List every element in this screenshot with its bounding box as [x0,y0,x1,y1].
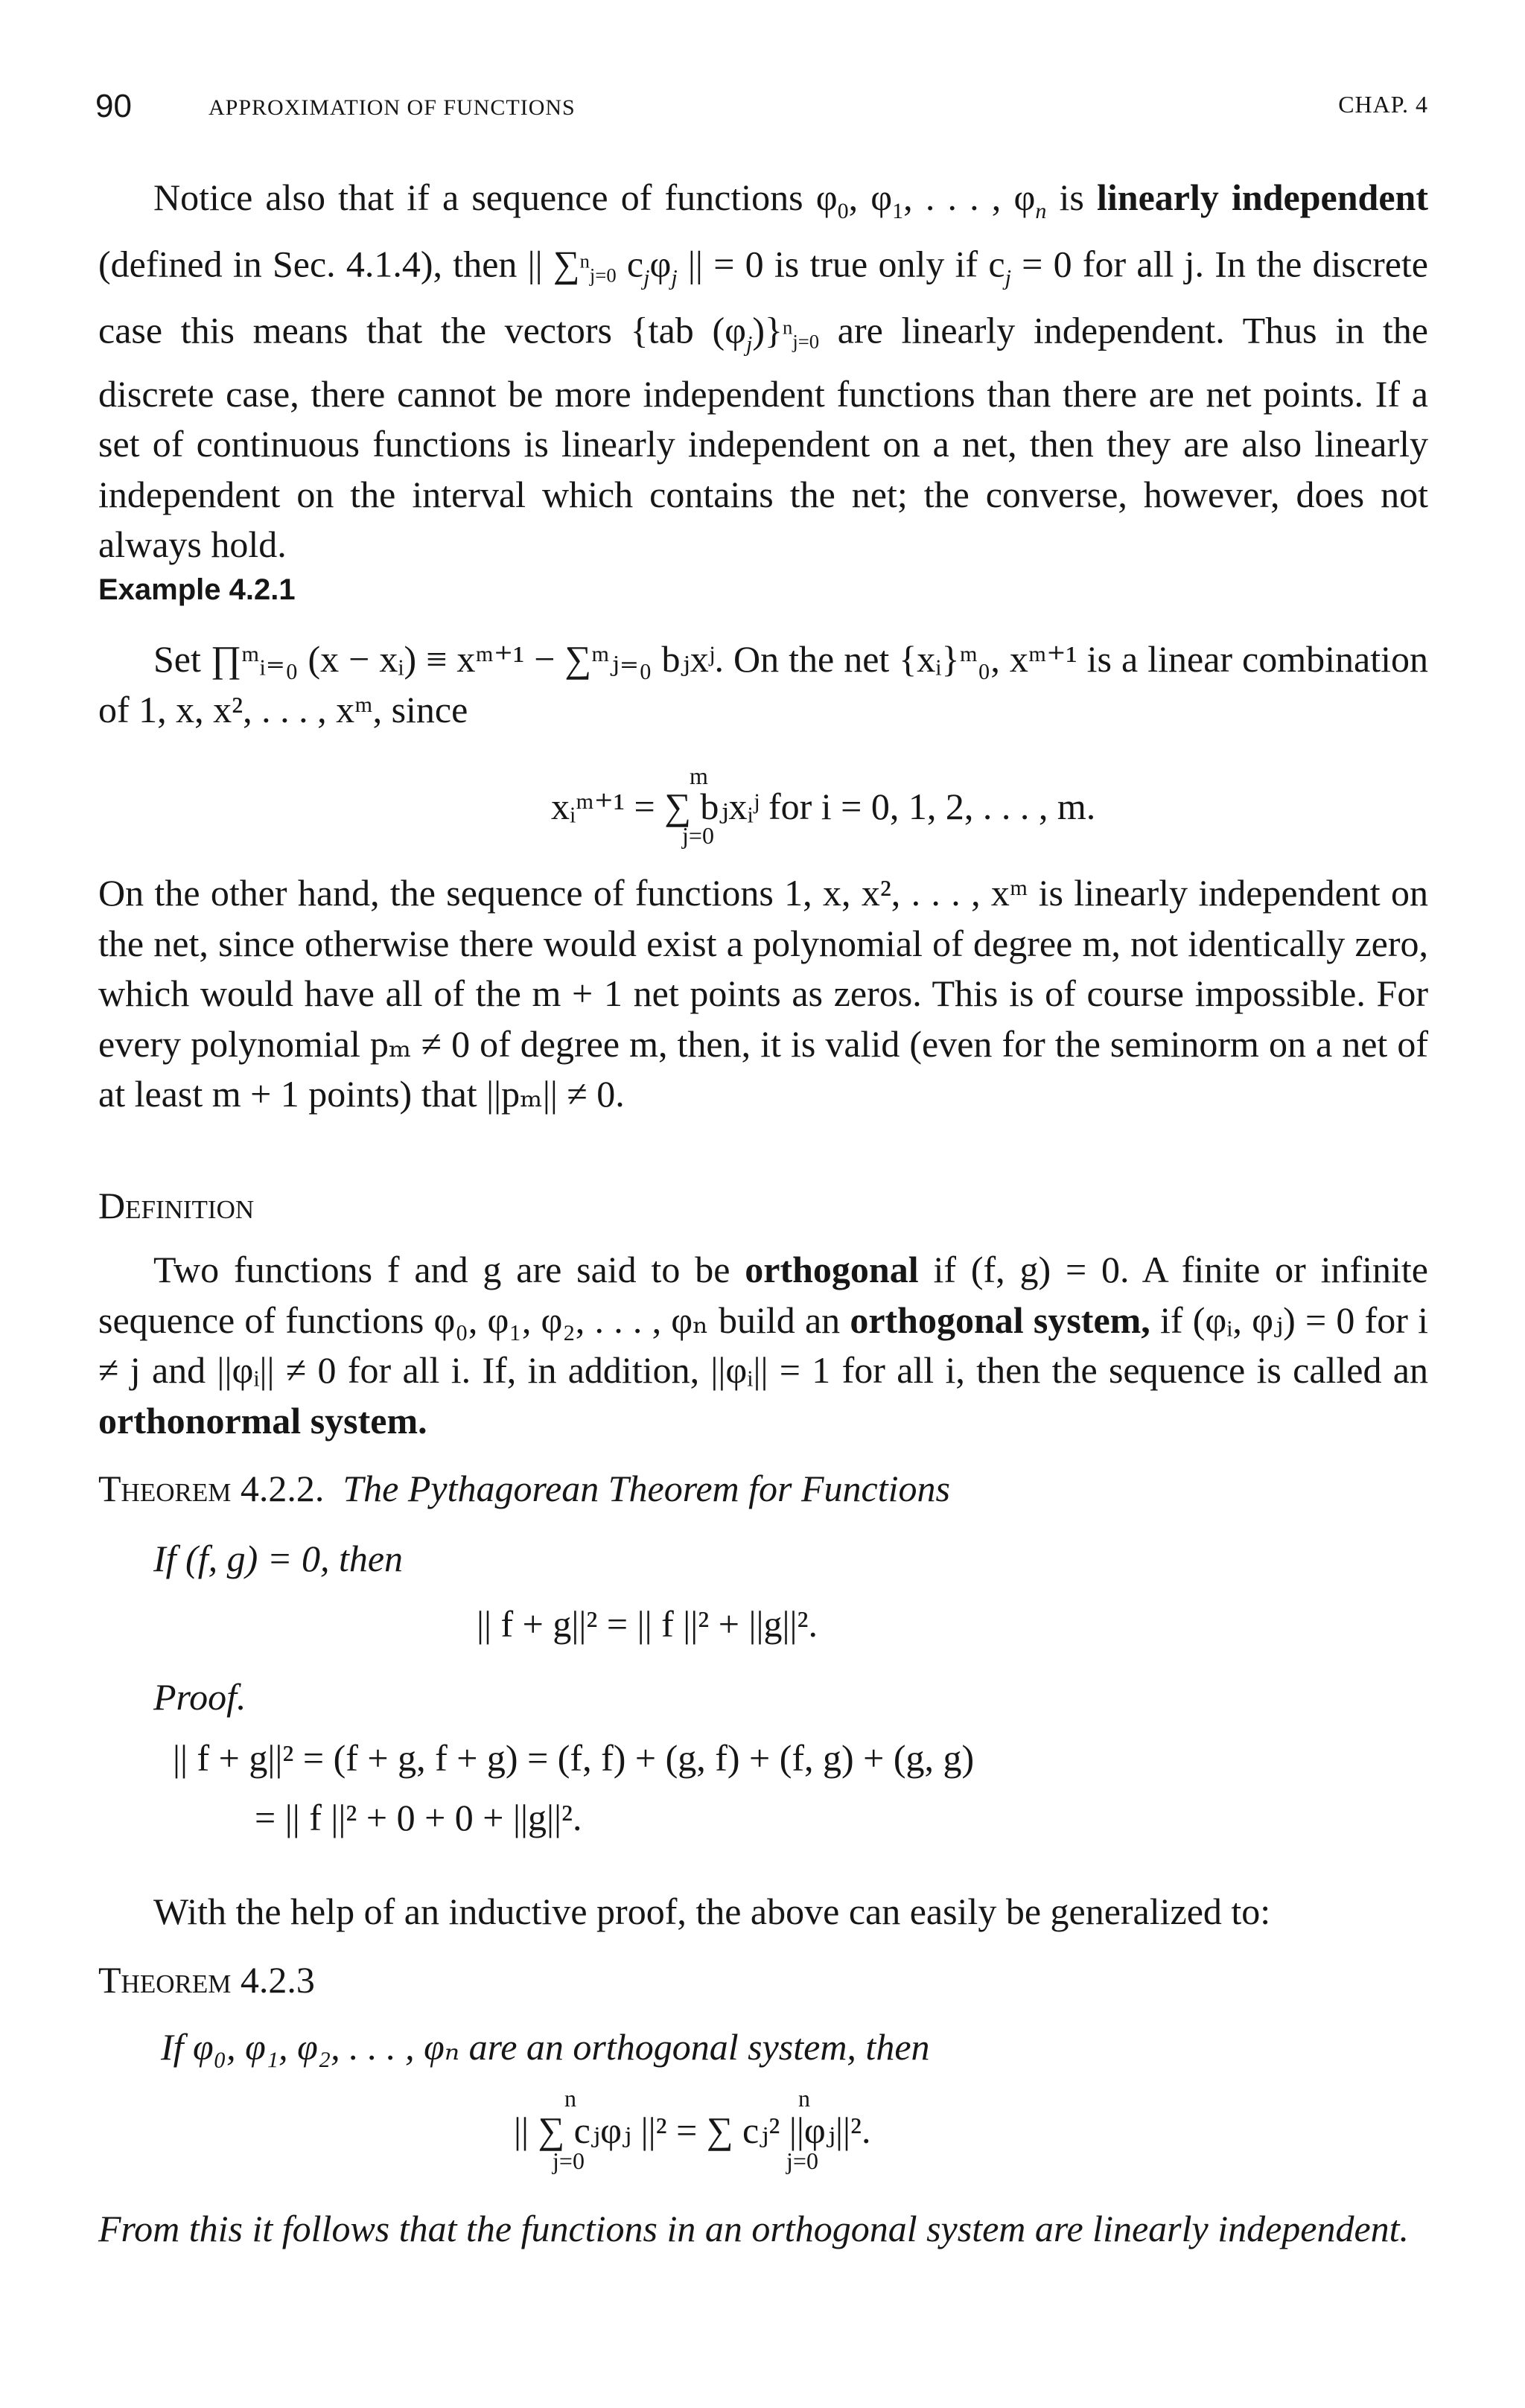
orthogonal-sum-equation: n || ∑ cⱼφⱼ ||² = ∑ cⱼ² ||φⱼ||². j=0 n j=0 [514,2085,871,2174]
example-followup: On the other hand, the sequence of functions 1, x, x², . . . , xᵐ is linearly independent on the net, since otherwise there would exist a polynomial of degree m, not identically zero, which would have all of the m + 1 net points as zeros. This is of course impossible. For every polynomial pₘ ≠ 0 of degree m, then, it is valid (even for the seminorm on a net of at least m + 1 points) that ||pₘ|| ≠ 0. [98,872,1428,1115]
theorem-title: The Pythagorean Theorem for Functions [343,1468,950,1509]
example-equation: m xᵢᵐ⁺¹ = ∑ bⱼxᵢʲ for i = 0, 1, 2, . . . , m. j=0 [551,762,1096,849]
bridge-sentence: With the help of an inductive proof, the above can easily be generalized to: [153,1891,1271,1932]
proof-line-2: = || f ||² + 0 + 0 + ||g||². [255,1797,582,1838]
paragraph-linear-independence: Notice also that if a sequence of functions $\varphi_0$, $\varphi_1$, . . . , $\varphi_n$ is linearly independent (defined in Sec. 4.1.4), then || ∑$^n_{j=0}$ $c_j\varphi_j$ || = 0 is true only if $c_j = 0$ for all j. In the discrete case this means that the vectors {tab $(\varphi_j)\}^n_{j=0}$ are linearly independent. Thus in the discrete case, there cannot be more independent functions than there are net points. If a set of continuous functions is linearly independent on a net, then they are also linearly independent on the interval which contains the net; the converse, however, does not always hold. [98,176,1429,566]
term-orthogonal: orthogonal [745,1249,919,1290]
theorem-4-2-3-conclusion: From this it follows that the functions in an orthogonal system are linearly independent. [98,2208,1410,2249]
term-orthonormal-system: orthonormal system. [98,1399,427,1442]
page-header [95,88,1428,133]
definition-text: Two functions f and g are said to be orthogonal if (f, g) = 0. A finite or infinite sequence of functions φ₀, φ₁, φ₂, . . . , φₙ build an orthogonal system, if (φᵢ, φⱼ) = 0 for i ≠ j and ||φᵢ|| ≠ 0 for all i. If, in addition, ||φᵢ|| = 1 for all i, then the sequence is called an orthonormal system. [98,1249,1428,1442]
definition-heading: Definition [98,1185,255,1226]
proof-line-1: || f + g||² = (f + g, f + g) = (f, f) + (g, f) + (f, g) + (g, g) [173,1737,975,1779]
term-orthogonal-system: orthogonal system, [850,1299,1150,1341]
chapter-label: CHAP. 4 [1338,91,1428,118]
term-linearly-independent: linearly independent [1097,176,1429,218]
pythagorean-equation: || f + g||² = || f ||² + ||g||². [477,1603,818,1645]
theorem-4-2-3-heading: Theorem 4.2.3 [98,1959,315,2001]
running-title: APPROXIMATION OF FUNCTIONS [208,95,576,120]
theorem-4-2-2-hypothesis: If (f, g) = 0, then [153,1538,404,1579]
page-number: 90 [95,88,132,124]
theorem-4-2-3-hypothesis: If φ₀, φ₁, φ₂, . . . , φₙ are an orthogonal system, then [161,2026,930,2068]
theorem-4-2-2-heading: Theorem 4.2.2. The Pythagorean Theorem for Functions [98,1468,950,1509]
example-heading: Example 4.2.1 [98,573,296,606]
example-text: Set ∏ᵐᵢ₌₀ (x − xᵢ) ≡ xᵐ⁺¹ − ∑ᵐⱼ₌₀ bⱼxʲ. On the net {xᵢ}ᵐ₀, xᵐ⁺¹ is a linear combination of 1, x, x², . . . , xᵐ, since [98,638,1428,730]
proof-label: Proof. [153,1676,246,1718]
